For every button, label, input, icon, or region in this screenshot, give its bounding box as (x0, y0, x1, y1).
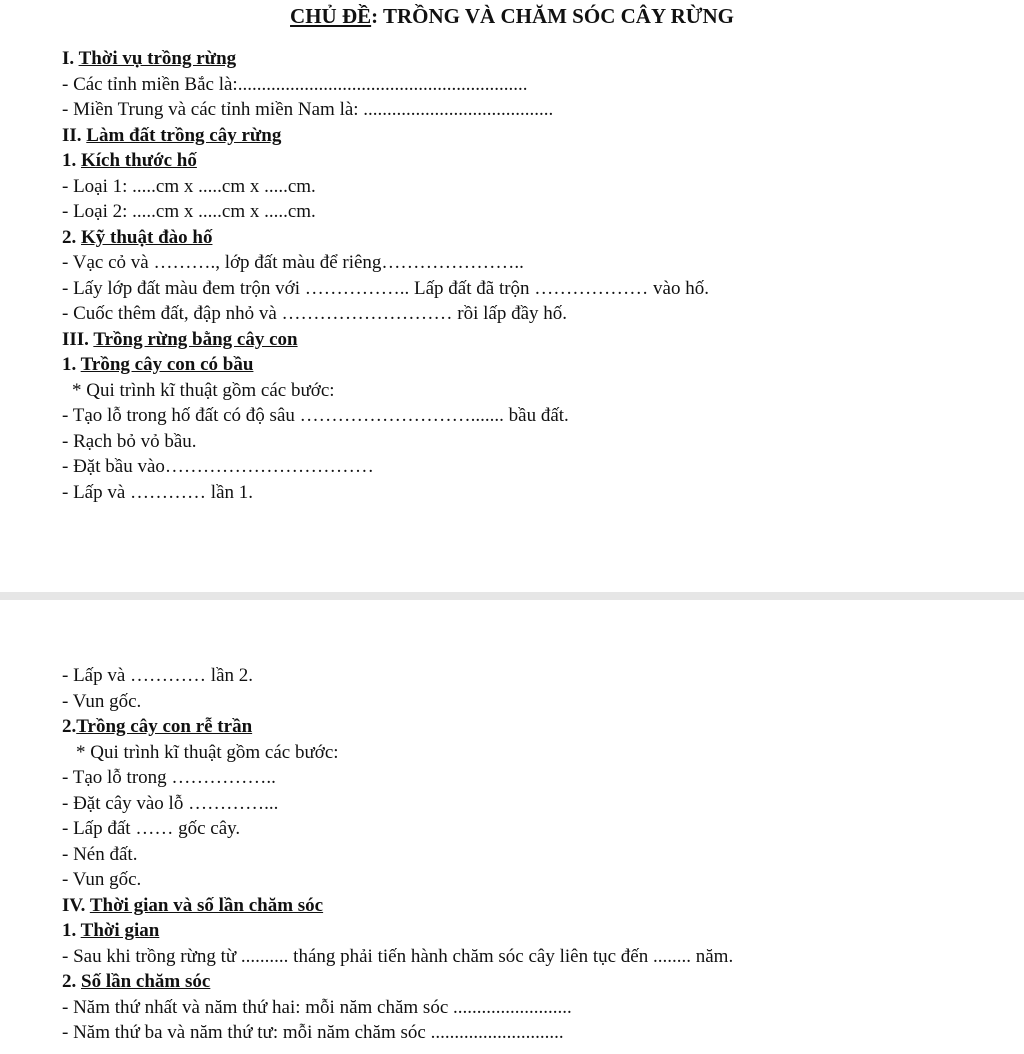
page-separator (0, 592, 1024, 600)
fill-line: - Tạo lỗ trong …………….. (62, 767, 276, 788)
fill-line: - Lấp và ………… lần 1. (62, 481, 254, 503)
fill-line: - Lấp và ………… lần 2. (62, 665, 254, 686)
page-2-body (62, 663, 1004, 1046)
step-line: - Nén đất. (62, 843, 138, 865)
page-1-body (62, 46, 1004, 505)
fill-line: - Vạc cỏ và ………., lớp đất màu để riêng………………….. (62, 252, 524, 273)
fill-line: - Loại 2: .....cm x .....cm x .....cm. (62, 201, 316, 222)
fill-line: - Năm thứ nhất và năm thứ hai: mỗi năm chăm sóc ......................... (62, 996, 572, 1018)
title-rest: : TRỒNG VÀ CHĂM SÓC CÂY RỪNG (371, 4, 734, 28)
page-title (0, 4, 1024, 28)
subsection-heading-2-1: 1. Kích thước hố (62, 150, 197, 171)
title-prefix: CHỦ ĐỀ (290, 4, 372, 28)
fill-line: - Loại 1: .....cm x .....cm x .....cm. (62, 175, 316, 197)
procedure-intro: * Qui trình kĩ thuật gồm các bước: (72, 379, 335, 401)
step-line: - Vun gốc. (62, 690, 142, 712)
subsection-heading-3-2: 2.Trồng cây con rễ trần (62, 716, 253, 737)
subsection-heading-3-1: 1. Trồng cây con có bầu (62, 354, 254, 375)
fill-line: - Cuốc thêm đất, đập nhỏ và ……………………… rồi lấp đầy hố. (62, 303, 568, 324)
worksheet-page-2 (0, 600, 1024, 1054)
fill-line: - Đặt bầu vào…………………………… (62, 456, 374, 477)
step-line: - Rạch bỏ vỏ bầu. (62, 430, 197, 452)
fill-line: - Năm thứ ba và năm thứ tư: mỗi năm chăm sóc ............................ (62, 1022, 564, 1043)
section-heading-2: II. Làm đất trồng cây rừng (62, 124, 282, 146)
procedure-intro: * Qui trình kĩ thuật gồm các bước: (76, 741, 339, 763)
section-heading-3: III. Trồng rừng bằng cây con (62, 328, 298, 350)
fill-line: - Tạo lỗ trong hố đất có độ sâu ………………………....... bầu đất. (62, 405, 569, 426)
fill-line: - Lấp đất …… gốc cây. (62, 818, 241, 839)
fill-line: - Sau khi trồng rừng từ .......... tháng phải tiến hành chăm sóc cây liên tục đến ........ năm. (62, 945, 734, 967)
fill-line: - Đặt cây vào lỗ …………... (62, 792, 279, 814)
section-heading-1: I. Thời vụ trồng rừng (62, 48, 237, 69)
section-heading-4: IV. Thời gian và số lần chăm sóc (62, 894, 324, 916)
fill-line: - Miền Trung và các tỉnh miền Nam là: ........................................ (62, 99, 554, 120)
subsection-heading-4-1: 1. Thời gian (62, 920, 160, 941)
subsection-heading-4-2: 2. Số lần chăm sóc (62, 971, 211, 992)
fill-line: - Các tỉnh miền Bắc là:............................................................. (62, 73, 528, 95)
step-line: - Vun gốc. (62, 869, 142, 890)
fill-line: - Lấy lớp đất màu đem trộn với …………….. Lấp đất đã trộn ……………… vào hố. (62, 277, 709, 299)
subsection-heading-2-2: 2. Kỹ thuật đào hố (62, 226, 213, 248)
